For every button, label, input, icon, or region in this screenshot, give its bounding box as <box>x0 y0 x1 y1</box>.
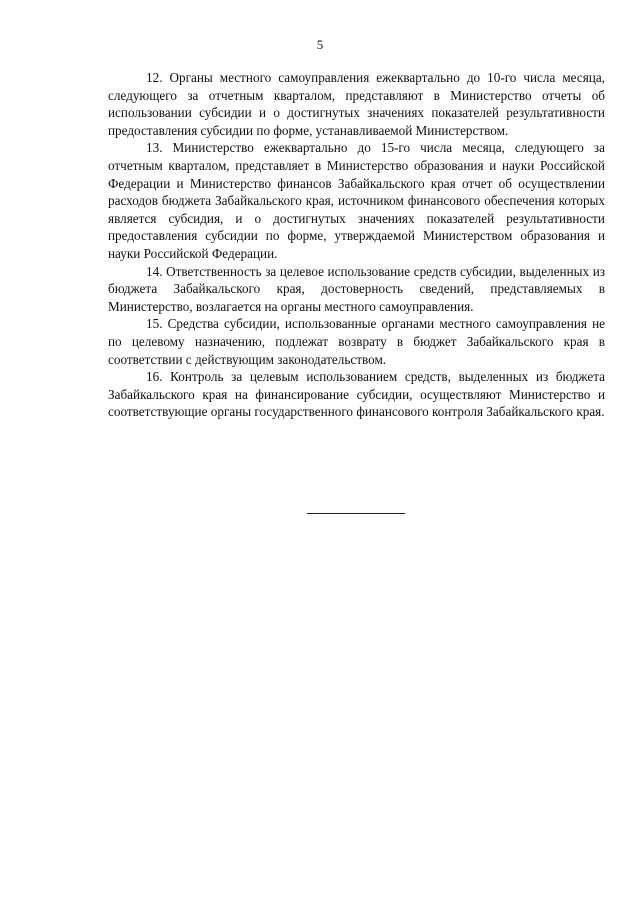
paragraph-16: 16. Контроль за целевым использованием средств, выделенных из бюджета Забайкальского края на финансирование субсидии, осуществляют Министерство и соответствующие органы государственного финансового контроля Забайкальского края. <box>108 369 605 420</box>
paragraph-13: 13. Министерство ежеквартально до 15-го числа месяца, следующего за отчетным кварталом, представляет в Министерство образования и науки Российской Федерации и Министерство финансов Забайкальского края отчет об осуществлении расходов бюджета Забайкальского края, источником финансового обеспечения которых является субсидия, и о достигнутых значениях показателей результативности предоставления субсидии по форме, утверждаемой Министерством образования и науки Российской Федерации. <box>108 140 605 261</box>
paragraph-15: 15. Средства субсидии, использованные органами местного самоуправления не по целевому назначению, подлежат возврату в бюджет Забайкальского края в соответствии с действующим законодательством. <box>108 316 605 367</box>
page-number: 5 <box>316 37 324 52</box>
document-body <box>108 69 605 421</box>
paragraph-12: 12. Органы местного самоуправления ежеквартально до 10-го числа месяца, следующего за отчетным кварталом, представляют в Министерство отчеты об использовании субсидии и о достигнутых значениях показателей результативности предоставления субсидии по форме, устанавливаемой Министерством. <box>108 70 605 138</box>
end-divider-line <box>307 513 405 514</box>
paragraph-14: 14. Ответственность за целевое использование средств субсидии, выделенных из бюджета Забайкальского края, достоверность сведений, представляемых в Министерство, возлагается на органы местного самоуправления. <box>108 263 605 314</box>
